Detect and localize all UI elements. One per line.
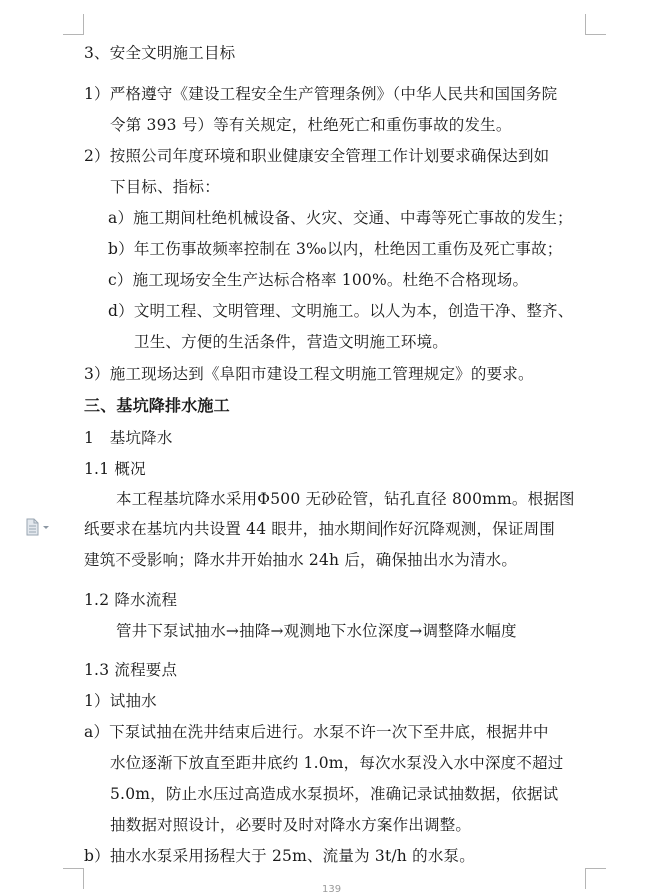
paragraph-line-with-cursor [84, 518, 555, 540]
crop-mark-bottom-right [585, 868, 606, 889]
list-item-a: a）下泵试抽在洗井结束后进行。水泵不许一次下至井底，根据井中 [84, 723, 549, 741]
subheading-1-1: 1.1 概况 [84, 460, 146, 478]
list-item-d: d）文明工程、文明管理、文明施工。以人为本，创造干净、整齐、 [108, 302, 574, 320]
paragraph-line: 建筑不受影响；降水井开始抽水 24h 后，确保抽出水为清水。 [84, 551, 518, 569]
crop-mark-bottom-left [63, 868, 84, 889]
paragraph-line: 抽数据对照设计，必要时及时对降水方案作出调整。 [110, 816, 472, 834]
text-after-cursor: 作好沉降观测，保证周围 [382, 520, 555, 538]
text-before-cursor: 纸要求在基坑内共设置 44 眼井，抽水期间 [84, 520, 382, 538]
chapter-heading: 三、基坑降排水施工 [84, 396, 230, 415]
page-number: 139 [322, 884, 342, 895]
list-item-b: b）年工伤事故频率控制在 3‰以内，杜绝因工重伤及死亡事故； [108, 240, 563, 258]
paragraph-line: 下目标、指标： [110, 178, 220, 196]
crop-mark-top-right [585, 14, 606, 35]
flow-line: 管井下泵试抽水→抽降→观测地下水位深度→调整降水幅度 [116, 622, 517, 640]
paragraph-line: 2）按照公司年度环境和职业健康安全管理工作计划要求确保达到如 [84, 147, 550, 165]
list-item-b: b）抽水水泵采用扬程大于 25m、流量为 3t/h 的水泵。 [84, 847, 475, 865]
paragraph-line: 本工程基坑降水采用Φ500 无砂砼管，钻孔直径 800mm。根据图 [116, 490, 575, 508]
paragraph-line: 令第 393 号）等有关规定，杜绝死亡和重伤事故的发生。 [110, 116, 512, 134]
document-dropdown-icon[interactable] [24, 518, 54, 536]
list-item-a: a）施工期间杜绝机械设备、火灾、交通、中毒等死亡事故的发生； [108, 209, 573, 227]
paragraph-line: 3）施工现场达到《阜阳市建设工程文明施工管理规定》的要求。 [84, 365, 534, 383]
paragraph-line: 水位逐渐下放直至距井底约 1.0m，每次水泵没入水中深度不超过 [110, 754, 564, 772]
subheading-1-3: 1.3 流程要点 [84, 661, 178, 679]
list-item-c: c）施工现场安全生产达标合格率 100%。杜绝不合格现场。 [108, 271, 529, 289]
paragraph-line: 1）严格遵守《建设工程安全生产管理条例》（中华人民共和国国务院 [84, 85, 558, 103]
subheading-1: 1 基坑降水 [84, 429, 173, 447]
crop-mark-top-left [63, 14, 84, 35]
subheading-1-2: 1.2 降水流程 [84, 591, 178, 609]
paragraph-line: 5.0m，防止水压过高造成水泵损坏，准确记录试抽数据，依据试 [110, 785, 559, 803]
subheading-trial-pumping: 1）试抽水 [84, 692, 157, 710]
section-heading-3: 3、安全文明施工目标 [84, 44, 236, 62]
list-item-d-cont: 卫生、方便的生活条件，营造文明施工环境。 [134, 333, 449, 351]
